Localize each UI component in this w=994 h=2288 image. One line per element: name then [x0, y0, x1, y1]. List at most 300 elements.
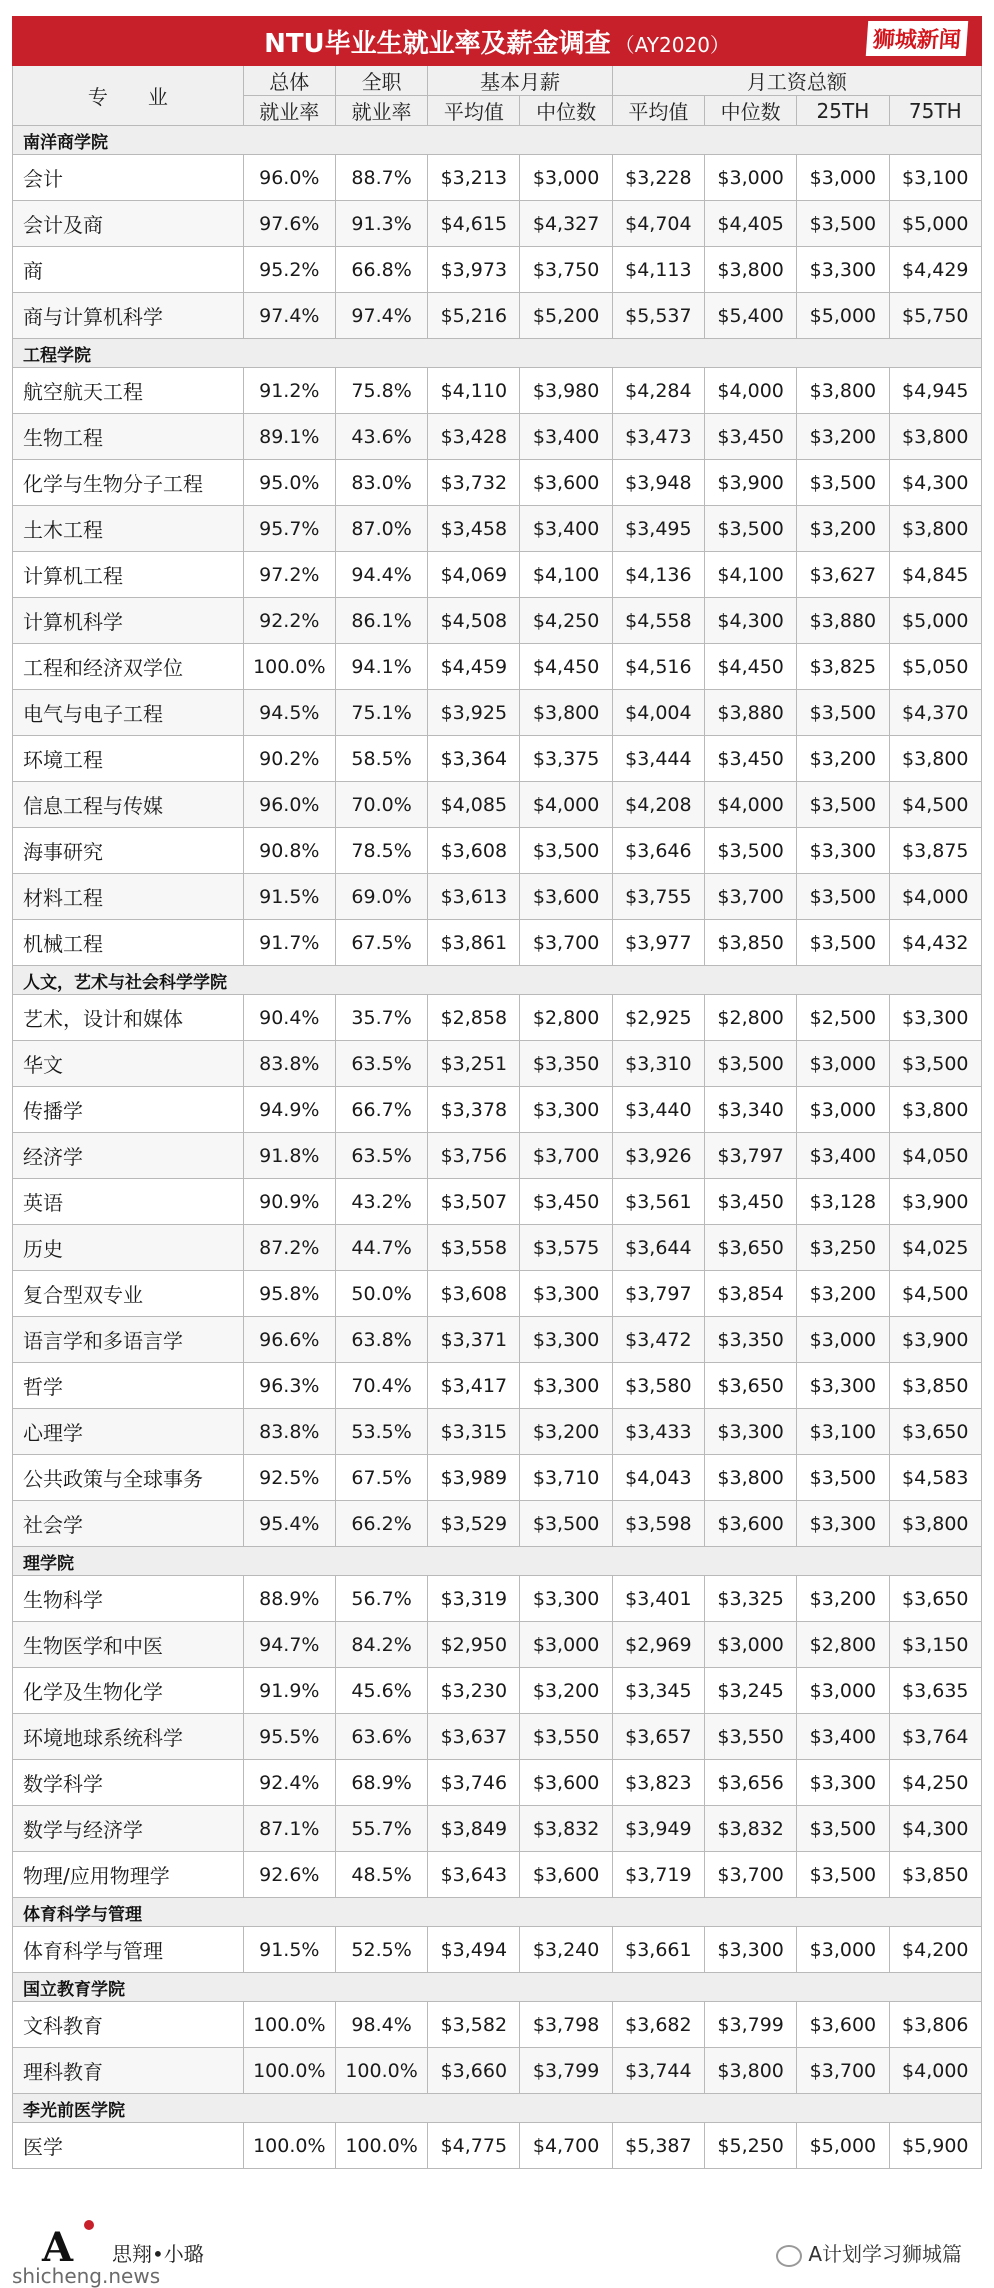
table-cell: $3,400	[520, 414, 612, 460]
table-row	[13, 1622, 982, 1668]
table-cell: $2,950	[428, 1622, 520, 1668]
table-cell: $4,069	[428, 552, 520, 598]
section-title: 理学院	[13, 1547, 982, 1576]
table-cell: $3,732	[428, 460, 520, 506]
table-cell: $3,799	[520, 2048, 612, 2094]
table-cell: $3,400	[520, 506, 612, 552]
table-cell: $4,050	[889, 1133, 981, 1179]
table-cell: $3,832	[705, 1806, 797, 1852]
table-cell: $4,500	[889, 1271, 981, 1317]
table-cell: $3,450	[520, 1179, 612, 1225]
major-name: 生物医学和中医	[13, 1622, 244, 1668]
table-cell: $4,043	[612, 1455, 704, 1501]
table-cell: $3,797	[612, 1271, 704, 1317]
table-cell: 83.8%	[243, 1409, 335, 1455]
section-title: 体育科学与管理	[13, 1898, 982, 1927]
table-cell: 92.4%	[243, 1760, 335, 1806]
major-name: 语言学和多语言学	[13, 1317, 244, 1363]
table-cell: $3,345	[612, 1668, 704, 1714]
table-cell: $3,300	[705, 1927, 797, 1973]
logo-dot-icon	[84, 2220, 94, 2230]
table-cell: $3,500	[797, 874, 889, 920]
major-name: 物理/应用物理学	[13, 1852, 244, 1898]
table-cell: 43.2%	[335, 1179, 427, 1225]
table-cell: $3,575	[520, 1225, 612, 1271]
table-row	[13, 1133, 982, 1179]
section-title: 南洋商学院	[13, 126, 982, 155]
table-cell: $3,646	[612, 828, 704, 874]
table-cell: $3,473	[612, 414, 704, 460]
table-cell: $3,315	[428, 1409, 520, 1455]
table-row	[13, 690, 982, 736]
table-cell: 97.6%	[243, 201, 335, 247]
section-row	[13, 126, 982, 155]
table-cell: $3,433	[612, 1409, 704, 1455]
table-cell: $3,529	[428, 1501, 520, 1547]
table-cell: $3,417	[428, 1363, 520, 1409]
table-cell: $3,656	[705, 1760, 797, 1806]
table-cell: $3,500	[797, 782, 889, 828]
table-cell: $3,643	[428, 1852, 520, 1898]
table-cell: $3,582	[428, 2002, 520, 2048]
table-cell: 100.0%	[243, 644, 335, 690]
table-cell: 91.9%	[243, 1668, 335, 1714]
table-cell: $5,000	[889, 201, 981, 247]
table-cell: 100.0%	[243, 2002, 335, 2048]
table-cell: $4,000	[889, 874, 981, 920]
header-gross-median: 中位数	[705, 96, 797, 126]
table-cell: $3,650	[889, 1409, 981, 1455]
table-cell: $3,428	[428, 414, 520, 460]
table-cell: $5,400	[705, 293, 797, 339]
table-cell: $3,657	[612, 1714, 704, 1760]
table-cell: 96.3%	[243, 1363, 335, 1409]
table-cell: $4,558	[612, 598, 704, 644]
table-cell: $3,550	[705, 1714, 797, 1760]
header-gross-p25: 25TH	[797, 96, 889, 126]
table-cell: 87.1%	[243, 1806, 335, 1852]
table-cell: $3,608	[428, 828, 520, 874]
table-cell: 56.7%	[335, 1576, 427, 1622]
header-overall-2: 就业率	[243, 96, 335, 126]
table-cell: 83.8%	[243, 1041, 335, 1087]
table-cell: $3,251	[428, 1041, 520, 1087]
table-cell: $3,500	[797, 460, 889, 506]
table-cell: 100.0%	[243, 2048, 335, 2094]
table-cell: $3,799	[705, 2002, 797, 2048]
table-row	[13, 460, 982, 506]
wechat-account	[776, 2238, 962, 2267]
table-cell: $3,375	[520, 736, 612, 782]
table-cell: $5,200	[520, 293, 612, 339]
table-row	[13, 2002, 982, 2048]
table-cell: 43.6%	[335, 414, 427, 460]
table-row	[13, 1714, 982, 1760]
table-row	[13, 644, 982, 690]
section-row	[13, 1898, 982, 1927]
table-cell: $3,200	[797, 1271, 889, 1317]
section-row	[13, 1973, 982, 2002]
header-gross: 月工资总额	[612, 66, 981, 96]
major-name: 数学科学	[13, 1760, 244, 1806]
table-cell: $4,327	[520, 201, 612, 247]
table-cell: $4,300	[889, 1806, 981, 1852]
table-row	[13, 1455, 982, 1501]
table-cell: $4,250	[520, 598, 612, 644]
table-cell: 50.0%	[335, 1271, 427, 1317]
table-cell: $3,228	[612, 155, 704, 201]
table-cell: 75.1%	[335, 690, 427, 736]
major-name: 英语	[13, 1179, 244, 1225]
table-cell: $3,580	[612, 1363, 704, 1409]
section-row	[13, 2094, 982, 2123]
table-cell: $3,500	[520, 1501, 612, 1547]
table-cell: 58.5%	[335, 736, 427, 782]
major-name: 华文	[13, 1041, 244, 1087]
table-cell: 92.2%	[243, 598, 335, 644]
section-title: 李光前医学院	[13, 2094, 982, 2123]
table-cell: 63.6%	[335, 1714, 427, 1760]
table-cell: 96.6%	[243, 1317, 335, 1363]
table-cell: $4,284	[612, 368, 704, 414]
table-cell: $3,700	[520, 920, 612, 966]
table-cell: $3,682	[612, 2002, 704, 2048]
major-name: 商	[13, 247, 244, 293]
table-cell: $4,429	[889, 247, 981, 293]
table-cell: $3,750	[520, 247, 612, 293]
section-title: 人文，艺术与社会科学学院	[13, 966, 982, 995]
table-cell: $3,854	[705, 1271, 797, 1317]
table-row	[13, 368, 982, 414]
wechat-name: A计划学习狮城篇	[808, 2242, 962, 2266]
title-sub: （AY2020）	[614, 32, 730, 57]
table-cell: $3,250	[797, 1225, 889, 1271]
table-cell: $3,644	[612, 1225, 704, 1271]
table-cell: $3,613	[428, 874, 520, 920]
logo-mark: A	[42, 2224, 74, 2271]
table-cell: $3,973	[428, 247, 520, 293]
table-cell: $3,849	[428, 1806, 520, 1852]
table-row	[13, 1271, 982, 1317]
table-cell: $3,800	[889, 506, 981, 552]
major-name: 体育科学与管理	[13, 1927, 244, 1973]
wechat-icon	[776, 2245, 802, 2267]
major-name: 会计及商	[13, 201, 244, 247]
table-cell: $3,400	[797, 1714, 889, 1760]
header-basic-median: 中位数	[520, 96, 612, 126]
table-cell: $4,136	[612, 552, 704, 598]
table-cell: $5,750	[889, 293, 981, 339]
table-row	[13, 1760, 982, 1806]
table-cell: $3,450	[705, 1179, 797, 1225]
table-cell: 91.8%	[243, 1133, 335, 1179]
table-cell: 96.0%	[243, 155, 335, 201]
table-cell: $3,949	[612, 1806, 704, 1852]
major-name: 生物工程	[13, 414, 244, 460]
table-cell: $4,000	[705, 782, 797, 828]
table-cell: $3,719	[612, 1852, 704, 1898]
header-major: 专 业	[13, 66, 244, 126]
table-cell: $4,004	[612, 690, 704, 736]
table-cell: 90.4%	[243, 995, 335, 1041]
table-cell: $3,798	[520, 2002, 612, 2048]
table-cell: $3,850	[889, 1363, 981, 1409]
table-cell: $3,700	[705, 874, 797, 920]
table-cell: $3,800	[889, 1501, 981, 1547]
table-cell: $3,861	[428, 920, 520, 966]
table-cell: $3,756	[428, 1133, 520, 1179]
table-cell: $3,000	[520, 155, 612, 201]
table-cell: $3,500	[797, 690, 889, 736]
table-cell: $3,500	[705, 1041, 797, 1087]
table-cell: $3,000	[705, 155, 797, 201]
table-cell: $3,400	[797, 1133, 889, 1179]
table-cell: $3,300	[520, 1271, 612, 1317]
table-cell: 94.5%	[243, 690, 335, 736]
table-cell: 90.2%	[243, 736, 335, 782]
table-cell: $3,900	[889, 1179, 981, 1225]
table-row	[13, 247, 982, 293]
table-cell: 87.0%	[335, 506, 427, 552]
table-cell: $3,500	[797, 920, 889, 966]
table-cell: $3,637	[428, 1714, 520, 1760]
table-cell: $5,000	[797, 293, 889, 339]
table-cell: 95.5%	[243, 1714, 335, 1760]
major-name: 数学与经济学	[13, 1806, 244, 1852]
table-cell: $3,300	[797, 1760, 889, 1806]
major-name: 艺术，设计和媒体	[13, 995, 244, 1041]
table-row	[13, 1041, 982, 1087]
table-cell: $4,450	[705, 644, 797, 690]
table-cell: $4,000	[889, 2048, 981, 2094]
table-row	[13, 201, 982, 247]
table-cell: $3,800	[889, 736, 981, 782]
section-row	[13, 339, 982, 368]
table-cell: $5,000	[889, 598, 981, 644]
table-cell: $3,764	[889, 1714, 981, 1760]
table-cell: $2,925	[612, 995, 704, 1041]
table-row	[13, 736, 982, 782]
table-cell: 92.6%	[243, 1852, 335, 1898]
table-cell: $3,213	[428, 155, 520, 201]
table-cell: $3,755	[612, 874, 704, 920]
table-cell: 53.5%	[335, 1409, 427, 1455]
table-cell: 90.9%	[243, 1179, 335, 1225]
table-cell: $4,516	[612, 644, 704, 690]
header-fulltime-2: 就业率	[335, 96, 427, 126]
table-cell: $3,600	[520, 1852, 612, 1898]
table-cell: $3,000	[520, 1622, 612, 1668]
table-cell: 91.7%	[243, 920, 335, 966]
major-name: 计算机科学	[13, 598, 244, 644]
table-cell: $3,300	[520, 1317, 612, 1363]
table-cell: $3,300	[520, 1363, 612, 1409]
table-row	[13, 1806, 982, 1852]
table-cell: 55.7%	[335, 1806, 427, 1852]
major-name: 传播学	[13, 1087, 244, 1133]
table-cell: $4,450	[520, 644, 612, 690]
table-cell: 48.5%	[335, 1852, 427, 1898]
table-cell: $3,200	[520, 1409, 612, 1455]
table-cell: $3,500	[797, 1455, 889, 1501]
table-cell: $3,200	[520, 1668, 612, 1714]
table-cell: $5,250	[705, 2123, 797, 2169]
table-cell: 91.2%	[243, 368, 335, 414]
header-fulltime-1: 全职	[335, 66, 427, 96]
table-row	[13, 1576, 982, 1622]
table-cell: $3,378	[428, 1087, 520, 1133]
table-cell: $3,500	[797, 1806, 889, 1852]
major-name: 土木工程	[13, 506, 244, 552]
table-cell: 69.0%	[335, 874, 427, 920]
table-row	[13, 1852, 982, 1898]
table-row	[13, 293, 982, 339]
table-cell: $4,615	[428, 201, 520, 247]
table-cell: 94.7%	[243, 1622, 335, 1668]
table-cell: $4,459	[428, 644, 520, 690]
table-cell: $3,325	[705, 1576, 797, 1622]
table-cell: $3,300	[520, 1576, 612, 1622]
table-cell: 86.1%	[335, 598, 427, 644]
table-cell: $4,200	[889, 1927, 981, 1973]
table-cell: $3,000	[797, 1041, 889, 1087]
table-cell: 67.5%	[335, 920, 427, 966]
major-name: 文科教育	[13, 2002, 244, 2048]
table-cell: $5,050	[889, 644, 981, 690]
table-cell: $3,500	[797, 1852, 889, 1898]
table-cell: $3,800	[889, 414, 981, 460]
table-row	[13, 506, 982, 552]
major-name: 化学与生物分子工程	[13, 460, 244, 506]
table-cell: $3,650	[889, 1576, 981, 1622]
major-name: 复合型双专业	[13, 1271, 244, 1317]
table-row	[13, 1087, 982, 1133]
table-cell: $3,948	[612, 460, 704, 506]
salary-table	[12, 16, 982, 2169]
table-cell: $4,700	[520, 2123, 612, 2169]
table-cell: $3,350	[705, 1317, 797, 1363]
table-cell: $4,300	[889, 460, 981, 506]
table-cell: $3,000	[797, 155, 889, 201]
table-row	[13, 1409, 982, 1455]
table-cell: 95.2%	[243, 247, 335, 293]
table-cell: $3,598	[612, 1501, 704, 1547]
table-cell: $3,000	[797, 1087, 889, 1133]
table-cell: $3,300	[797, 1501, 889, 1547]
table-cell: $3,128	[797, 1179, 889, 1225]
table-cell: $3,710	[520, 1455, 612, 1501]
table-cell: 98.4%	[335, 2002, 427, 2048]
table-cell: $4,370	[889, 690, 981, 736]
table-cell: $4,100	[520, 552, 612, 598]
table-row	[13, 155, 982, 201]
table-cell: $3,350	[520, 1041, 612, 1087]
section-row	[13, 966, 982, 995]
table-cell: $3,100	[889, 155, 981, 201]
table-cell: $3,507	[428, 1179, 520, 1225]
table-row	[13, 598, 982, 644]
table-cell: 95.7%	[243, 506, 335, 552]
table-cell: $3,600	[520, 460, 612, 506]
table-row	[13, 552, 982, 598]
major-name: 会计	[13, 155, 244, 201]
table-cell: 89.1%	[243, 414, 335, 460]
major-name: 电气与电子工程	[13, 690, 244, 736]
table-cell: 70.0%	[335, 782, 427, 828]
major-name: 医学	[13, 2123, 244, 2169]
title-main: NTU毕业生就业率及薪金调查	[264, 28, 611, 59]
table-row	[13, 1225, 982, 1271]
table-cell: $3,660	[428, 2048, 520, 2094]
major-name: 哲学	[13, 1363, 244, 1409]
table-cell: $3,100	[797, 1409, 889, 1455]
table-row	[13, 995, 982, 1041]
table-cell: $2,500	[797, 995, 889, 1041]
table-cell: $3,800	[705, 1455, 797, 1501]
table-cell: 78.5%	[335, 828, 427, 874]
table-cell: $3,661	[612, 1927, 704, 1973]
table-cell: $3,300	[797, 828, 889, 874]
table-cell: 97.4%	[335, 293, 427, 339]
table-cell: 95.4%	[243, 1501, 335, 1547]
table-cell: $5,000	[797, 2123, 889, 2169]
major-name: 社会学	[13, 1501, 244, 1547]
major-name: 材料工程	[13, 874, 244, 920]
table-cell: $3,000	[705, 1622, 797, 1668]
table-cell: $2,969	[612, 1622, 704, 1668]
table-cell: $3,500	[889, 1041, 981, 1087]
table-cell: $3,364	[428, 736, 520, 782]
table-cell: $3,925	[428, 690, 520, 736]
table-cell: $3,500	[797, 201, 889, 247]
table-cell: 84.2%	[335, 1622, 427, 1668]
header-row-1	[13, 66, 982, 96]
table-cell: $4,110	[428, 368, 520, 414]
table-cell: $3,319	[428, 1576, 520, 1622]
table-cell: $3,823	[612, 1760, 704, 1806]
header-basic-mean: 平均值	[428, 96, 520, 126]
table-cell: $4,100	[705, 552, 797, 598]
table-cell: 100.0%	[335, 2048, 427, 2094]
table-cell: $3,340	[705, 1087, 797, 1133]
footer	[12, 2224, 982, 2288]
table-cell: $4,085	[428, 782, 520, 828]
table-cell: $4,500	[889, 782, 981, 828]
header-basic: 基本月薪	[428, 66, 613, 96]
table-cell: 70.4%	[335, 1363, 427, 1409]
table-row	[13, 920, 982, 966]
table-cell: $3,450	[705, 736, 797, 782]
table-cell: $2,800	[797, 1622, 889, 1668]
table-cell: 94.9%	[243, 1087, 335, 1133]
table-cell: $4,845	[889, 552, 981, 598]
major-name: 信息工程与传媒	[13, 782, 244, 828]
table-cell: 91.3%	[335, 201, 427, 247]
table-cell: 91.5%	[243, 874, 335, 920]
table-cell: $4,000	[520, 782, 612, 828]
table-cell: $3,850	[889, 1852, 981, 1898]
table-cell: $3,989	[428, 1455, 520, 1501]
table-cell: $3,650	[705, 1363, 797, 1409]
table-row	[13, 828, 982, 874]
table-cell: 97.2%	[243, 552, 335, 598]
table-cell: $3,900	[705, 460, 797, 506]
header-overall-1: 总体	[243, 66, 335, 96]
table-cell: $3,000	[797, 1927, 889, 1973]
title-row	[13, 17, 982, 66]
table-cell: $3,450	[705, 414, 797, 460]
table-cell: $3,472	[612, 1317, 704, 1363]
